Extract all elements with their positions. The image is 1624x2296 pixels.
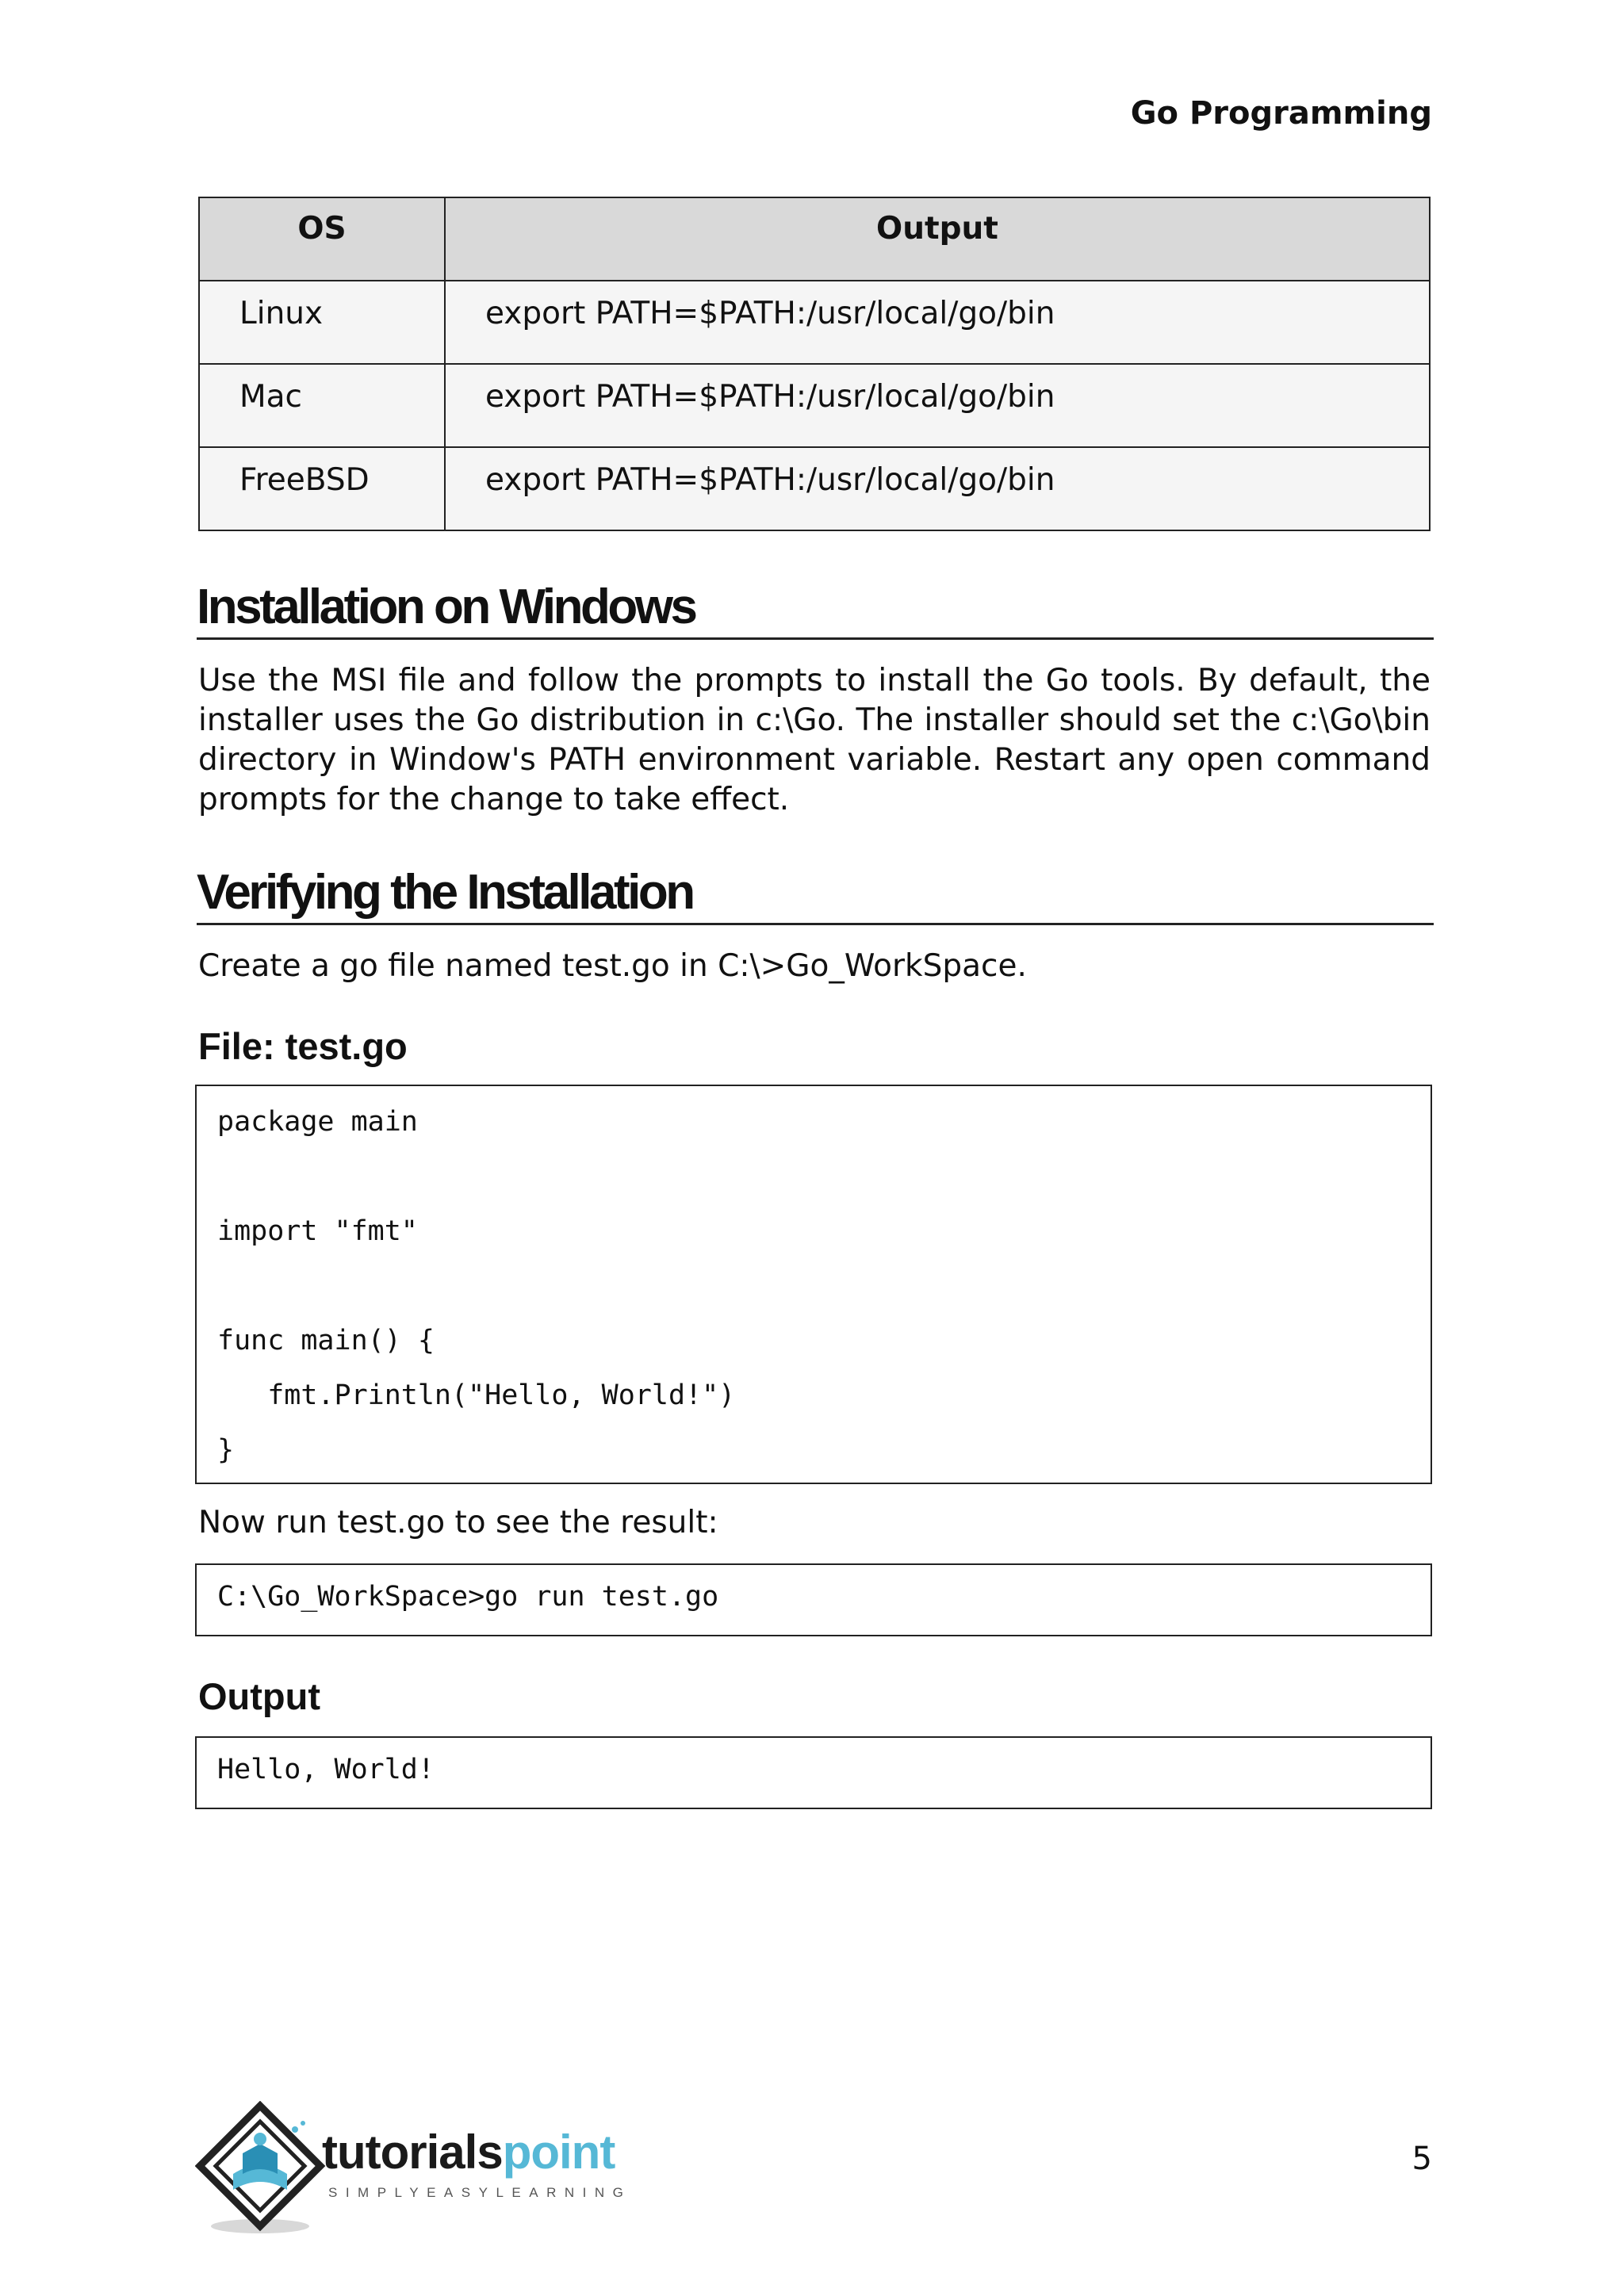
table-row (199, 447, 1430, 530)
logo-word-tutorials: tutorials (322, 2126, 503, 2179)
logo-wordmark (322, 2125, 615, 2179)
table-header-os: OS (199, 197, 445, 281)
table-cell-output: export PATH=$PATH:/usr/local/go/bin (445, 447, 1430, 530)
code-line: } (217, 1434, 235, 1466)
section-title-windows: Installation on Windows (197, 580, 1434, 640)
code-block-test-go (195, 1085, 1432, 1484)
code-line: fmt.Println("Hello, World!") (217, 1380, 736, 1411)
code-line: func main() { (217, 1325, 435, 1357)
page-header-title: Go Programming (1130, 95, 1432, 132)
logo-tagline: SIMPLYEASYLEARNING (328, 2185, 632, 2200)
logo-diamond-icon (195, 2101, 330, 2236)
table-cell-output: export PATH=$PATH:/usr/local/go/bin (445, 364, 1430, 447)
table-row (199, 281, 1430, 364)
file-label: File: test.go (198, 1025, 408, 1067)
code-line (217, 1266, 1431, 1321)
table-header-output: Output (445, 197, 1430, 281)
table-row (199, 364, 1430, 447)
table-header-row (199, 197, 1430, 281)
windows-paragraph: Use the MSI file and follow the prompts to install the Go tools. By default, the installer uses the Go distribution in c:\Go. The installer should set the c:\Go\bin directory in Window's PATH environment variable. Restart any open command prompts for the change to take effect. (198, 663, 1431, 817)
logo-word-point: point (502, 2126, 615, 2179)
page-number: 5 (1411, 2141, 1432, 2177)
code-line: import "fmt" (217, 1215, 418, 1247)
code-line: package main (217, 1106, 418, 1138)
table-cell-output: export PATH=$PATH:/usr/local/go/bin (445, 281, 1430, 364)
code-line (217, 1157, 1431, 1211)
section-title-verifying: Verifying the Installation (197, 866, 1434, 925)
tutorialspoint-logo (195, 2101, 639, 2236)
run-instruction: Now run test.go to see the result: (198, 1505, 718, 1540)
code-block-run-command: C:\Go_WorkSpace>go run test.go (195, 1563, 1432, 1636)
table-cell-os: Mac (199, 364, 445, 447)
table-cell-os: FreeBSD (199, 447, 445, 530)
output-label: Output (198, 1675, 320, 1717)
os-path-table (198, 197, 1431, 531)
table-cell-os: Linux (199, 281, 445, 364)
code-block-output: Hello, World! (195, 1736, 1432, 1809)
verify-paragraph: Create a go file named test.go in C:\>Go_WorkSpace. (198, 948, 1027, 984)
